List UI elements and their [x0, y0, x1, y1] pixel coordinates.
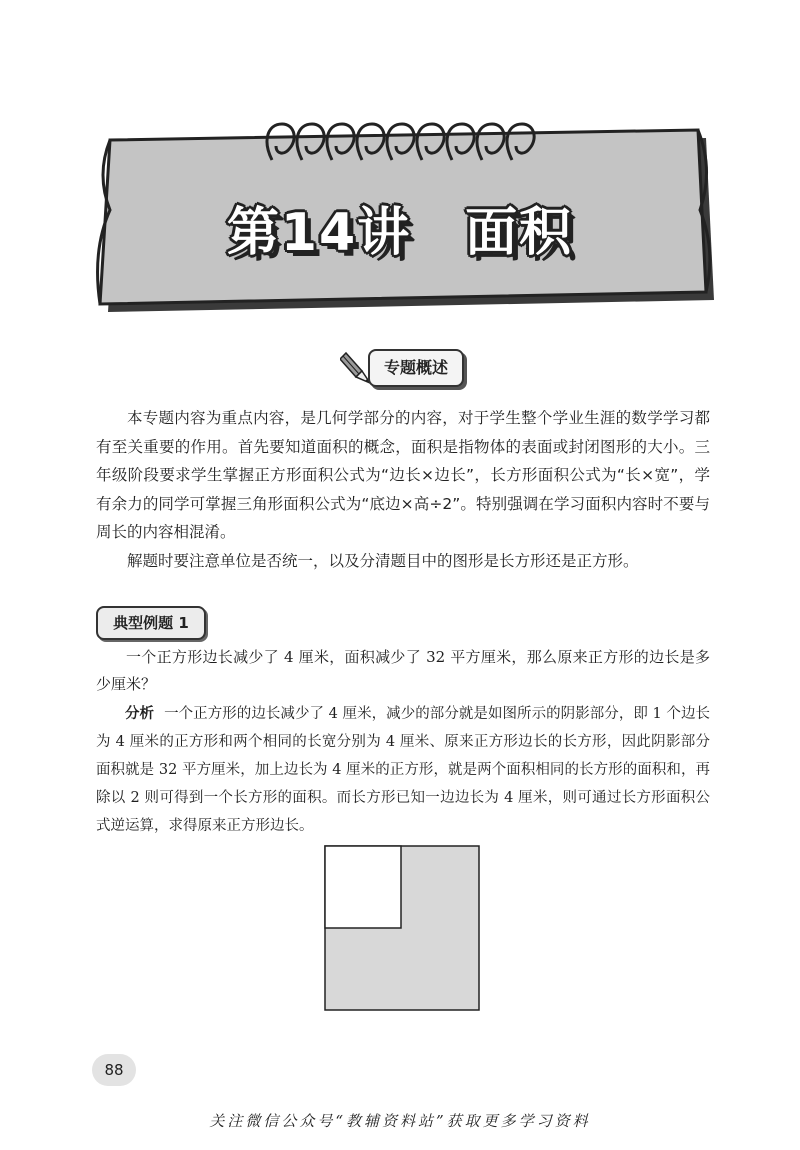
analysis-label: 分析	[125, 706, 155, 722]
example-question: 一个正方形边长减少了 4 厘米，面积减少了 32 平方厘米，那么原来正方形的边长是多少厘米？	[96, 648, 710, 693]
banner-graphic	[0, 0, 800, 340]
overview-header	[340, 345, 470, 389]
chapter-banner	[0, 0, 800, 340]
footer-note: 关注微信公众号“教辅资料站”获取更多学习资料	[209, 1112, 591, 1130]
reduced-square	[325, 846, 401, 928]
overview-text	[96, 404, 710, 575]
overview-paragraph-2: 解题时要注意单位是否统一，以及分清题目中的图形是长方形还是正方形。	[127, 551, 639, 570]
overview-label: 专题概述	[368, 349, 464, 387]
analysis-text: 一个正方形的边长减少了 4 厘米，减少的部分就是如图所示的阴影部分，即 1 个边长为 4 厘米的正方形和两个相同的长宽分别为 4 厘米、原来正方形边长的长方形，因此阴影部分面积就是 32 平方厘米，加上边长为 4 厘米的正方形，就是两个面积相同的长方形的面积和，再除以 2 则可得到一个长方形的面积。而长方形已知一边边长为 4 厘米，则可通过长方形面积公式逆运算，求得原来正方形边长。	[96, 706, 711, 834]
overview-paragraph-1: 本专题内容为重点内容，是几何学部分的内容，对于学生整个学业生涯的数学学习都有至关重要的作用。首先要知道面积的概念，面积是指物体的表面或封闭图形的大小。三年级阶段要求学生掌握正方形面积公式为“边长×边长”，长方形面积公式为“长×宽”，学有余力的同学可掌握三角形面积公式为“底边×高÷2”。特别强调在学习面积内容时不要与周长的内容相混淆。	[96, 409, 710, 541]
example-analysis	[96, 700, 710, 840]
chapter-title: 第14讲 面积	[226, 203, 574, 263]
page-number: 88	[92, 1054, 136, 1086]
square-diagram	[324, 845, 480, 1011]
example-label: 典型例题 1	[96, 606, 206, 640]
